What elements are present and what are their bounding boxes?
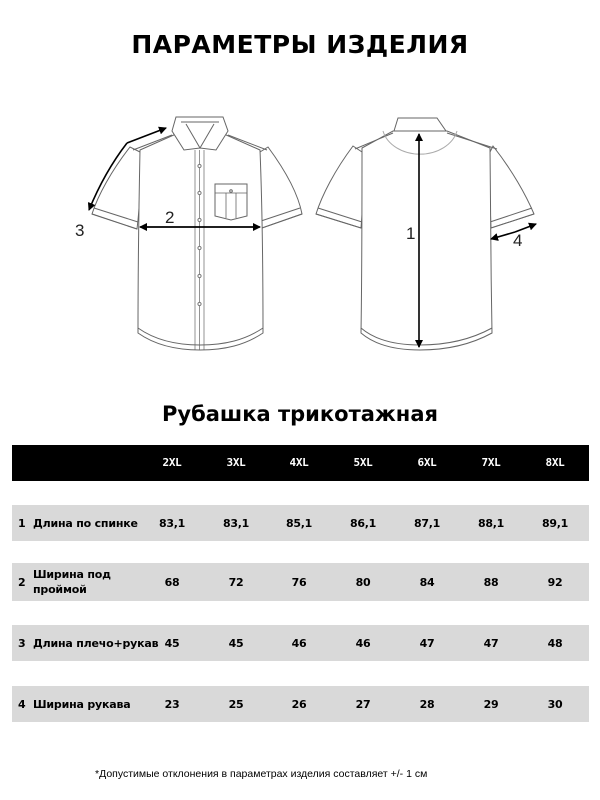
table-row (12, 686, 589, 722)
cell-value: 48 (547, 636, 563, 650)
cell-value: 27 (355, 697, 371, 711)
size-header-4xl: 4XL (289, 456, 309, 469)
row-label: Длина по спинке (33, 516, 138, 530)
table-row (12, 563, 589, 601)
cell-value: 68 (164, 575, 180, 589)
back-shirt-drawing (316, 118, 534, 350)
row-number: 3 (18, 636, 26, 650)
cell-value: 26 (291, 697, 307, 711)
size-header-8xl: 8XL (545, 456, 565, 469)
cell-value: 88 (483, 575, 499, 589)
product-name: Рубашка трикотажная (162, 402, 438, 426)
cell-value: 84 (419, 575, 435, 589)
cell-value: 76 (291, 575, 307, 589)
cell-value: 46 (355, 636, 371, 650)
cell-value: 45 (228, 636, 244, 650)
cell-value: 30 (547, 697, 563, 711)
row-number: 4 (18, 697, 26, 711)
tolerance-footnote: *Допустимые отклонения в параметрах изделия составляет +/- 1 см (95, 768, 428, 780)
cell-value: 88,1 (478, 516, 504, 530)
size-header-2xl: 2XL (162, 456, 182, 469)
cell-value: 80 (355, 575, 371, 589)
cell-value: 87,1 (414, 516, 440, 530)
row-label: Ширина под проймой (33, 568, 111, 596)
cell-value: 47 (419, 636, 435, 650)
cell-value: 28 (419, 697, 435, 711)
cell-value: 72 (228, 575, 244, 589)
page-title: ПАРАМЕТРЫ ИЗДЕЛИЯ (131, 30, 469, 59)
cell-value: 89,1 (542, 516, 568, 530)
cell-value: 83,1 (159, 516, 185, 530)
front-shirt-drawing (92, 117, 302, 350)
label-2: 2 (165, 208, 175, 227)
size-header-5xl: 5XL (353, 456, 373, 469)
size-header-7xl: 7XL (481, 456, 501, 469)
cell-value: 85,1 (286, 516, 312, 530)
row-label: Ширина рукава (33, 697, 131, 711)
size-header-6xl: 6XL (417, 456, 437, 469)
cell-value: 86,1 (350, 516, 376, 530)
row-number: 1 (18, 516, 26, 530)
shirt-measurement-diagram (0, 95, 600, 365)
cell-value: 47 (483, 636, 499, 650)
cell-value: 46 (291, 636, 307, 650)
cell-value: 29 (483, 697, 499, 711)
label-3: 3 (75, 221, 85, 240)
size-header-3xl: 3XL (226, 456, 246, 469)
cell-value: 92 (547, 575, 563, 589)
label-1: 1 (406, 224, 416, 243)
cell-value: 25 (228, 697, 244, 711)
cell-value: 83,1 (223, 516, 249, 530)
row-label: Длина плечо+рукав (33, 636, 159, 650)
cell-value: 23 (164, 697, 180, 711)
label-4: 4 (513, 231, 523, 250)
row-number: 2 (18, 575, 26, 589)
table-row (12, 625, 589, 661)
table-row (12, 505, 589, 541)
cell-value: 45 (164, 636, 180, 650)
size-table-header (12, 445, 589, 481)
